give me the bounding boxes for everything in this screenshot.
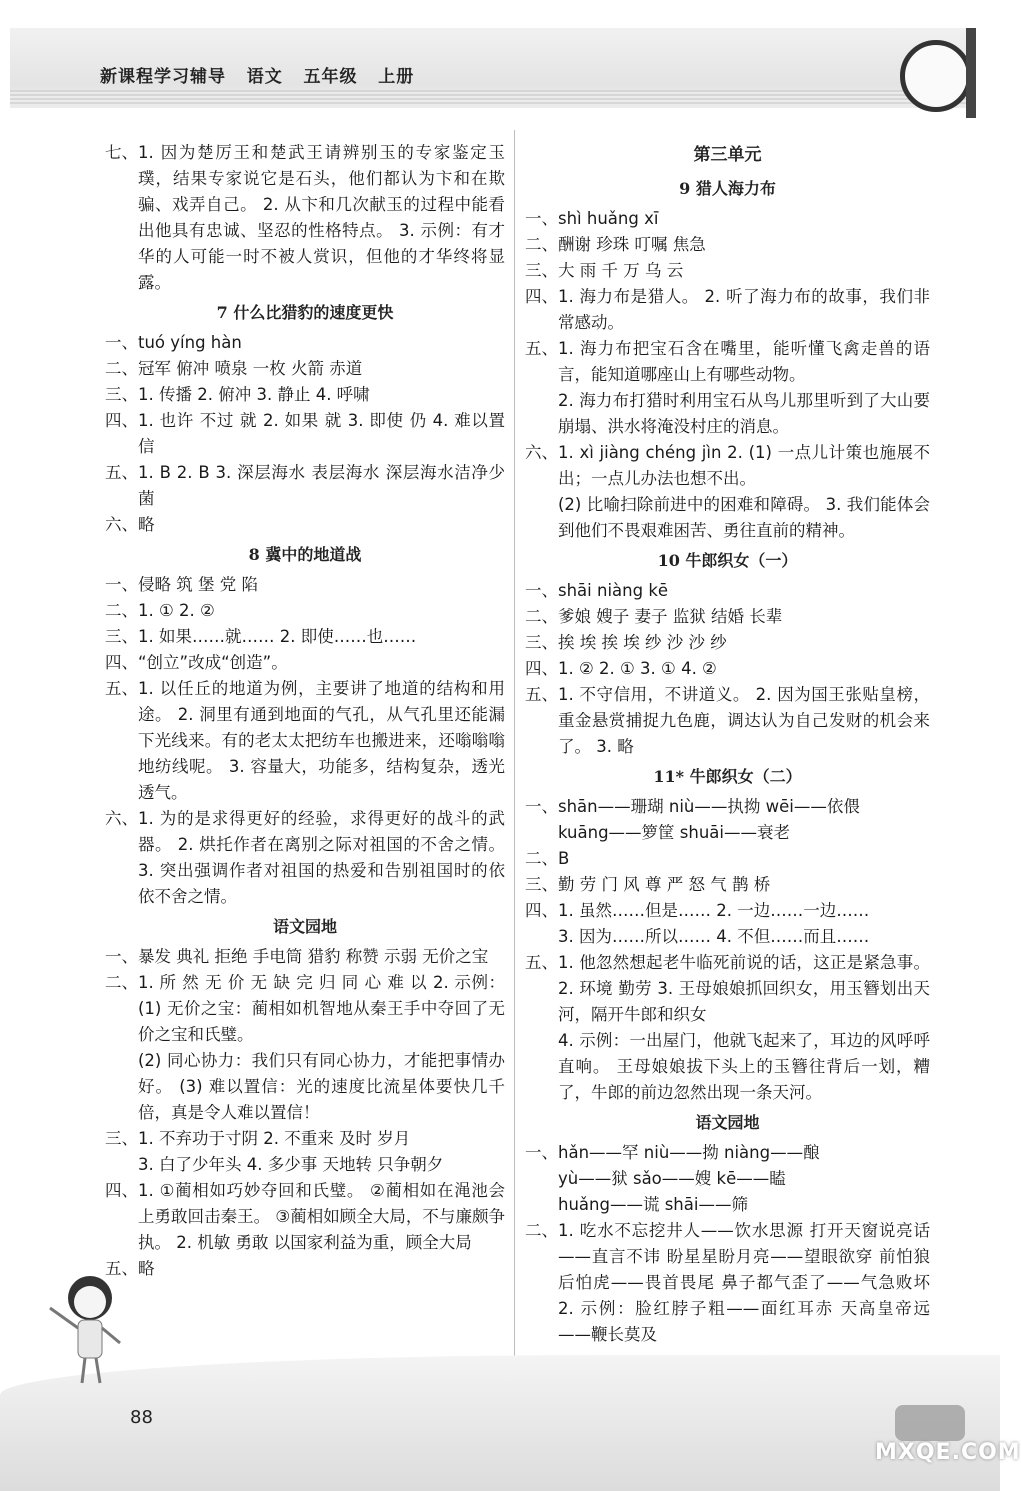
answer-line: shān——珊瑚 niù——执拗 wēi——依偎 — [558, 797, 860, 816]
answer-line: shāi niàng kē — [558, 581, 669, 600]
answer-text — [138, 806, 505, 910]
column-divider — [514, 130, 515, 1360]
question-number: 三、 — [525, 633, 558, 652]
question-number: 三、 — [105, 385, 138, 404]
answer-row — [105, 806, 505, 910]
answer-line: “创立”改成“创造”。 — [138, 653, 288, 672]
answer-text — [138, 1178, 505, 1256]
answer-text — [138, 356, 505, 382]
answer-text — [138, 970, 505, 1126]
answer-row — [105, 676, 505, 806]
answer-text — [138, 1126, 505, 1178]
answer-row — [525, 630, 930, 656]
answer-text — [138, 460, 505, 512]
answer-line: 1. 海力布把宝石含在嘴里，能听懂飞禽走兽的语言，能知道哪座山上有哪些动物。 — [558, 339, 930, 384]
section-heading: 语文园地 — [695, 1113, 760, 1132]
answer-row — [525, 872, 930, 898]
answer-text — [558, 630, 930, 656]
question-number: 三、 — [105, 1129, 138, 1148]
question-number: 三、 — [105, 627, 138, 646]
left-column — [105, 140, 505, 1282]
question-number: 二、 — [525, 235, 558, 254]
answer-row — [525, 846, 930, 872]
answer-line: 1. B 2. B 3. 深层海水 表层海水 深层海水洁净少菌 — [138, 463, 505, 508]
answer-line: 1. 他忽然想起老牛临死前说的话，这正是紧急事。 2. 环境 勤劳 3. 王母娘娘抓回织女，用玉簪划出天河，隔开牛郎和织女 — [558, 953, 930, 1024]
answer-row — [525, 232, 930, 258]
answer-text — [138, 330, 505, 356]
answer-row — [525, 682, 930, 760]
answer-line: 1. 以任丘的地道为例，主要讲了地道的结构和用途。 2. 洞里有通到地面的气孔，从气孔里还能漏下光线来。有的老太太把纺车也搬进来，还嗡嗡嗡地纺线呢。 3. 容量大，功能多，结构复杂，透光透气。 — [138, 679, 505, 802]
question-number: 二、 — [525, 1221, 558, 1240]
answer-line: 1. 不守信用，不讲道义。 2. 因为国王张贴皇榜，重金悬赏捕捉九色鹿，调达认为自己发财的机会来了。 3. 略 — [558, 685, 930, 756]
question-number: 五、 — [525, 339, 558, 358]
answer-row — [105, 140, 505, 296]
answer-line: 勤 劳 门 风 尊 严 怒 气 鹊 桥 — [558, 875, 771, 894]
answer-text — [558, 682, 930, 760]
answer-row — [525, 656, 930, 682]
page-number: 88 — [130, 1407, 153, 1428]
answer-row — [105, 408, 505, 460]
question-number: 三、 — [525, 261, 558, 280]
section-heading: 9 猎人海力布 — [679, 179, 776, 198]
answer-row — [105, 944, 505, 970]
answer-text — [558, 578, 930, 604]
question-number: 一、 — [525, 581, 558, 600]
answer-line: 4. 示例：一出屋门，他就飞起来了，耳边的风呼呼直响。 王母娘娘拔下头上的玉簪往背后一划，糟了，牛郎的前边忽然出现一条天河。 — [558, 1031, 930, 1102]
question-number: 四、 — [105, 653, 138, 672]
question-number: 五、 — [525, 953, 558, 972]
answer-row — [105, 598, 505, 624]
question-number: 二、 — [105, 973, 138, 992]
answer-line: 1. 吃水不忘挖井人——饮水思源 打开天窗说亮话——直言不讳 盼星星盼月亮——望眼欲穿 前怕狼后怕虎——畏首畏尾 鼻子都气歪了——气急败坏 2. 示例：脸红脖子粗——面红耳赤 天高皇帝远——鞭长莫及 — [558, 1221, 930, 1344]
question-number: 二、 — [525, 607, 558, 626]
answer-line: 1. 如果……就…… 2. 即使……也…… — [138, 627, 417, 646]
answer-row — [525, 258, 930, 284]
answer-line: 1. ① 2. ② — [138, 601, 215, 620]
question-number: 四、 — [525, 659, 558, 678]
answer-row — [525, 578, 930, 604]
answer-row — [105, 356, 505, 382]
question-number: 一、 — [105, 947, 138, 966]
unit-heading: 第三单元 — [693, 145, 762, 165]
answer-text — [558, 872, 930, 898]
question-number: 四、 — [525, 901, 558, 920]
answer-text — [558, 284, 930, 336]
answer-line: 1. 也许 不过 就 2. 如果 就 3. 即使 仍 4. 难以置信 — [138, 411, 505, 456]
answer-text — [138, 944, 505, 970]
answer-row — [105, 624, 505, 650]
answer-row — [105, 330, 505, 356]
answer-row — [525, 898, 930, 950]
answer-line: 酬谢 珍珠 叮嘱 焦急 — [558, 235, 706, 254]
question-number: 一、 — [105, 333, 138, 352]
answer-text — [138, 650, 505, 676]
header-edge-tab — [966, 28, 976, 118]
question-number: 五、 — [105, 463, 138, 482]
answer-line: 2. 海力布打猎时利用宝石从鸟儿那里听到了大山要崩塌、洪水将淹没村庄的消息。 — [558, 391, 930, 436]
answer-row — [525, 1218, 930, 1348]
answer-text — [138, 512, 505, 538]
answer-text — [138, 676, 505, 806]
answer-row — [525, 206, 930, 232]
answer-line: 1. xì jiàng chéng jìn 2. (1) 一点儿计策也施展不出；一点儿办法也想不出。 — [558, 443, 930, 488]
answer-text — [558, 794, 930, 846]
question-number: 一、 — [525, 797, 558, 816]
girl-illustration-icon — [40, 1268, 130, 1388]
answer-text — [558, 440, 930, 544]
answer-line: 1. ①蔺相如巧妙夺回和氏璧。 ②蔺相如在渑池会上勇敢回击秦王。 ③蔺相如顾全大局，不与廉颇争执。 2. 机敏 勇敢 以国家利益为重，顾全大局 — [138, 1181, 505, 1252]
answer-text — [138, 1256, 505, 1282]
answer-line: huǎng——谎 shāi——筛 — [558, 1195, 748, 1214]
answer-text — [138, 572, 505, 598]
answer-line: shì huǎng xī — [558, 209, 659, 228]
question-number: 五、 — [525, 685, 558, 704]
answer-row — [105, 460, 505, 512]
answer-line: tuó yíng hàn — [138, 333, 242, 352]
section-heading: 语文园地 — [272, 917, 337, 936]
answer-line: 1. 所 然 无 价 无 缺 完 归 同 心 难 以 2. 示例：(1) 无价之宝：蔺相如机智地从秦王手中夺回了无价之宝和氏璧。 — [138, 973, 505, 1044]
question-number: 四、 — [525, 287, 558, 306]
answer-line: 略 — [138, 515, 155, 534]
right-column — [525, 140, 930, 1348]
question-number: 五、 — [105, 1259, 138, 1278]
section-heading: 10 牛郎织女（一） — [657, 551, 798, 570]
header-stripes — [10, 90, 975, 104]
answer-text — [138, 624, 505, 650]
answer-row — [105, 572, 505, 598]
answer-text — [558, 898, 930, 950]
answer-text — [138, 140, 505, 296]
book-title: 新课程学习辅导 语文 五年级 上册 — [100, 67, 415, 87]
answer-text — [558, 604, 930, 630]
answer-row — [105, 512, 505, 538]
question-number: 六、 — [525, 443, 558, 462]
answer-text — [138, 382, 505, 408]
watermark-text: MXQE.COM — [875, 1440, 1021, 1465]
answer-row — [105, 1178, 505, 1256]
answer-line: B — [558, 849, 570, 868]
question-number: 一、 — [525, 1143, 558, 1162]
answer-row — [525, 1140, 930, 1218]
answer-line: 1. 虽然……但是…… 2. 一边……一边…… — [558, 901, 870, 920]
question-number: 二、 — [525, 849, 558, 868]
watermark-stamp — [895, 1405, 965, 1441]
answer-row — [525, 284, 930, 336]
answer-line: 暴发 典礼 拒绝 手电筒 猎豹 称赞 示弱 无价之宝 — [138, 947, 489, 966]
answer-line: 3. 因为……所以…… 4. 不但……而且…… — [558, 927, 870, 946]
answer-text — [558, 846, 930, 872]
answer-text — [138, 408, 505, 460]
section-heading: 7 什么比猎豹的速度更快 — [216, 303, 394, 322]
section-heading: 8 冀中的地道战 — [248, 545, 362, 564]
answer-text — [558, 1140, 930, 1218]
question-number: 二、 — [105, 359, 138, 378]
answer-text — [558, 258, 930, 284]
question-number: 三、 — [525, 875, 558, 894]
answer-text — [558, 1218, 930, 1348]
answer-line: 1. 为的是求得更好的经验，求得更好的战斗的武器。 2. 烘托作者在离别之际对祖国的不舍之情。 3. 突出强调作者对祖国的热爱和告别祖国时的依依不舍之情。 — [138, 809, 505, 906]
answer-row — [525, 794, 930, 846]
answer-line: 冠军 俯冲 喷泉 一枚 火箭 赤道 — [138, 359, 363, 378]
answer-line: 侵略 筑 堡 党 陷 — [138, 575, 258, 594]
header-circle-decoration — [900, 40, 972, 112]
answer-text — [558, 950, 930, 1106]
answer-line: 1. 传播 2. 俯冲 3. 静止 4. 呼啸 — [138, 385, 370, 404]
answer-row — [105, 970, 505, 1126]
answer-line: 1. 不弃功于寸阴 2. 不重来 及时 岁月 — [138, 1129, 411, 1148]
answer-line: 3. 白了少年头 4. 多少事 天地转 只争朝夕 — [138, 1155, 444, 1174]
question-number: 六、 — [105, 809, 138, 828]
question-number: 六、 — [105, 515, 138, 534]
answer-row — [525, 604, 930, 630]
answer-line: (2) 比喻扫除前进中的困难和障碍。 3. 我们能体会到他们不畏艰难困苦、勇往直前的精神。 — [558, 495, 930, 540]
answer-line: 大 雨 千 万 乌 云 — [558, 261, 684, 280]
answer-line: 1. 海力布是猎人。 2. 听了海力布的故事，我们非常感动。 — [558, 287, 930, 332]
answer-line: 1. 因为楚厉王和楚武王请辨别玉的专家鉴定玉璞，结果专家说它是石头，他们都认为卞和在欺骗、戏弄自己。 2. 从卞和几次献玉的过程中能看出他具有忠诚、坚忍的性格特点。 3. 示例：有才华的人可能一时不被人赏识，但他的才华终将显露。 — [138, 143, 505, 292]
answer-row — [105, 1126, 505, 1178]
answer-row — [105, 382, 505, 408]
answer-line: yù——狱 sǎo——嫂 kē——瞌 — [558, 1169, 786, 1188]
section-heading: 11* 牛郎织女（二） — [653, 767, 802, 786]
answer-text — [138, 598, 505, 624]
answer-line: hǎn——罕 niù——拗 niàng——酿 — [558, 1143, 820, 1162]
answer-line: 略 — [138, 1259, 155, 1278]
answer-text — [558, 232, 930, 258]
answer-row — [105, 650, 505, 676]
answer-text — [558, 336, 930, 440]
answer-text — [558, 656, 930, 682]
question-number: 二、 — [105, 601, 138, 620]
question-number: 四、 — [105, 1181, 138, 1200]
question-number: 七、 — [105, 143, 138, 162]
answer-line: kuāng——箩筐 shuāi——衰老 — [558, 823, 790, 842]
answer-row — [525, 336, 930, 440]
answer-row — [525, 440, 930, 544]
answer-text — [558, 206, 930, 232]
answer-row — [525, 950, 930, 1106]
answer-line: 爹娘 嫂子 妻子 监狱 结婚 长辈 — [558, 607, 783, 626]
answer-line: 挨 埃 挨 埃 纱 沙 沙 纱 — [558, 633, 727, 652]
answer-row — [105, 1256, 505, 1282]
question-number: 四、 — [105, 411, 138, 430]
question-number: 一、 — [105, 575, 138, 594]
answer-line: 1. ② 2. ① 3. ① 4. ② — [558, 659, 717, 678]
question-number: 五、 — [105, 679, 138, 698]
question-number: 一、 — [525, 209, 558, 228]
answer-line: (2) 同心协力：我们只有同心协力，才能把事情办好。 (3) 难以置信：光的速度比流星体要快几千倍，真是令人难以置信！ — [138, 1051, 505, 1122]
